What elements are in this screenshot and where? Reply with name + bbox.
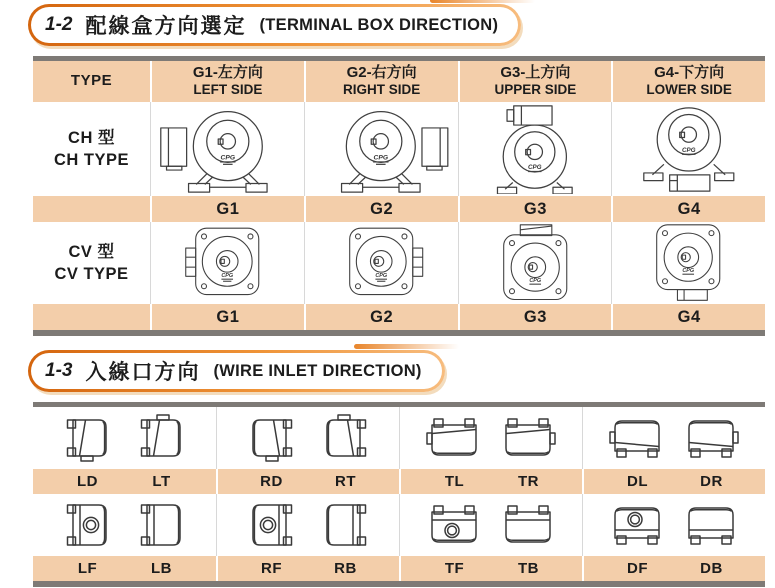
column-header-en: LEFT SIDE — [193, 82, 263, 98]
section-title-wire-inlet — [28, 350, 445, 392]
wire-inlet-icon-dl — [608, 412, 666, 464]
motor-cell-cv-g4 — [611, 222, 765, 304]
section-title-inner — [31, 353, 442, 389]
wire-inlet-label-lt: LT — [152, 473, 171, 490]
motor-cell-cv-g1 — [150, 222, 304, 304]
wire-inlet-label-dl: DL — [627, 473, 648, 490]
column-header-g4 — [611, 61, 765, 102]
wire-inlet-icon-row — [33, 407, 765, 469]
svg-text:CPG: CPG — [373, 154, 389, 162]
wire-inlet-label-rf: RF — [261, 560, 282, 577]
wire-inlet-label-lb: LB — [151, 560, 172, 577]
motor-row-cv — [33, 222, 765, 304]
column-header-en: UPPER SIDE — [494, 82, 577, 98]
wire-inlet-group — [216, 407, 399, 469]
motor-type-label-ch — [33, 102, 150, 196]
column-header-cjk: G1-左方向 — [192, 63, 263, 81]
terminal-table-header — [33, 61, 765, 102]
section-number: 1-2 — [45, 14, 73, 35]
wire-inlet-icon-lf — [59, 499, 117, 551]
wire-inlet-group — [582, 494, 765, 556]
wire-inlet-label-ld: LD — [77, 473, 98, 490]
position-label-cv-g4: G4 — [611, 304, 765, 330]
terminal-box-table — [33, 56, 765, 336]
wire-inlet-icon-ld — [59, 412, 117, 464]
wire-inlet-label-rd: RD — [260, 473, 283, 490]
type-en: CV TYPE — [54, 265, 129, 283]
column-header-en: RIGHT SIDE — [342, 82, 421, 98]
column-header-cjk: G2-右方向 — [346, 63, 417, 81]
type-column-header: TYPE — [33, 61, 150, 102]
position-strip-cv — [33, 304, 765, 330]
wire-inlet-table — [33, 402, 765, 587]
svg-text:CPG: CPG — [681, 146, 696, 154]
wire-inlet-label-group — [582, 469, 765, 494]
motor-cell-ch-g3 — [458, 102, 612, 196]
wire-inlet-label-tb: TB — [518, 560, 539, 577]
position-label-cv-g3: G3 — [458, 304, 612, 330]
wire-inlet-label-lf: LF — [77, 560, 98, 577]
motor-cell-cv-g3 — [458, 222, 612, 304]
wire-inlet-label-tf: TF — [444, 560, 465, 577]
motor-diagram-flange-box-bottom — [626, 224, 750, 302]
position-label-ch-g1: G1 — [150, 196, 304, 222]
column-header-en: LOWER SIDE — [646, 82, 732, 98]
motor-diagram-round-box-top — [463, 104, 607, 194]
wire-inlet-label-group — [399, 469, 582, 494]
svg-text:CPG: CPG — [221, 273, 234, 280]
motor-cell-ch-g1 — [150, 102, 304, 196]
wire-inlet-icon-tb — [499, 499, 557, 551]
wire-inlet-label-row — [33, 556, 765, 581]
motor-cell-ch-g2 — [304, 102, 458, 196]
wire-inlet-label-group — [33, 469, 216, 494]
motor-row-ch — [33, 102, 765, 196]
wire-inlet-icon-rt — [316, 412, 374, 464]
wire-inlet-label-df: DF — [627, 560, 648, 577]
wire-inlet-label-group — [582, 556, 765, 581]
svg-text:CPG: CPG — [529, 278, 541, 285]
column-header-g1 — [150, 61, 304, 102]
motor-type-label-cv — [33, 222, 150, 304]
position-label-cv-g1: G1 — [150, 304, 304, 330]
type-cjk: CH 型 — [68, 128, 115, 147]
wire-inlet-label-tr: TR — [518, 473, 539, 490]
wire-inlet-label-group — [216, 469, 399, 494]
wire-inlet-icon-dr — [682, 412, 740, 464]
wire-inlet-group — [399, 494, 582, 556]
wire-inlet-group — [216, 494, 399, 556]
position-label-ch-g4: G4 — [611, 196, 765, 222]
wire-inlet-label-rb: RB — [334, 560, 357, 577]
wire-inlet-icon-lb — [133, 499, 191, 551]
motor-cell-cv-g2 — [304, 222, 458, 304]
section-title-en: (TERMINAL BOX DIRECTION) — [259, 15, 499, 34]
position-label-ch-g2: G2 — [304, 196, 458, 222]
motor-cell-ch-g4 — [611, 102, 765, 196]
wire-inlet-table-body — [33, 407, 765, 581]
position-strip-ch — [33, 196, 765, 222]
motor-diagram-round-box-right — [309, 104, 453, 194]
wire-inlet-label-dr: DR — [700, 473, 723, 490]
motor-diagram-flange-box-left — [165, 224, 289, 302]
wire-inlet-icon-rb — [316, 499, 374, 551]
wire-inlet-icon-tl — [425, 412, 483, 464]
column-header-cjk: G4-下方向 — [654, 63, 725, 81]
position-label-ch-g3: G3 — [458, 196, 612, 222]
wire-inlet-icon-df — [608, 499, 666, 551]
wire-inlet-label-group — [399, 556, 582, 581]
wire-inlet-group — [399, 407, 582, 469]
divider-bar-bottom — [33, 330, 765, 336]
column-header-g2 — [304, 61, 458, 102]
wire-inlet-label-group — [216, 556, 399, 581]
divider-bar-bottom — [33, 581, 765, 587]
wire-inlet-label-group — [33, 556, 216, 581]
wire-inlet-icon-lt — [133, 412, 191, 464]
wire-inlet-label-db: DB — [700, 560, 723, 577]
section-title-terminal-box — [28, 4, 521, 46]
section-title-cjk: 入線口方向 — [85, 361, 201, 384]
type-cjk: CV 型 — [68, 242, 115, 261]
wire-inlet-icon-tf — [425, 499, 483, 551]
svg-text:CPG: CPG — [528, 164, 542, 172]
motor-diagram-round-box-bottom — [617, 104, 761, 194]
section-title-inner — [31, 7, 518, 43]
motor-diagram-flange-box-right — [319, 224, 443, 302]
wire-inlet-label-tl: TL — [444, 473, 465, 490]
wire-inlet-icon-rf — [242, 499, 300, 551]
svg-text:CPG: CPG — [220, 154, 235, 162]
column-header-cjk: G3-上方向 — [500, 63, 571, 81]
motor-diagram-round-box-left — [156, 104, 300, 194]
wire-inlet-icon-rd — [242, 412, 300, 464]
wire-inlet-icon-row — [33, 494, 765, 556]
motor-diagram-flange-box-top — [473, 224, 597, 302]
wire-inlet-label-row — [33, 469, 765, 494]
type-en: CH TYPE — [53, 151, 129, 169]
column-header-g3 — [458, 61, 612, 102]
section-number: 1-3 — [45, 360, 73, 381]
terminal-table-body — [33, 102, 765, 330]
strip-spacer — [33, 196, 150, 222]
section-title-cjk: 配線盒方向選定 — [85, 15, 247, 38]
wire-inlet-label-rt: RT — [335, 473, 356, 490]
section-title-en: (WIRE INLET DIRECTION) — [213, 361, 422, 380]
svg-text:CPG: CPG — [682, 268, 695, 275]
wire-inlet-icon-tr — [499, 412, 557, 464]
wire-inlet-group — [582, 407, 765, 469]
strip-spacer — [33, 304, 150, 330]
wire-inlet-group — [33, 407, 216, 469]
wire-inlet-icon-db — [682, 499, 740, 551]
position-label-cv-g2: G2 — [304, 304, 458, 330]
wire-inlet-group — [33, 494, 216, 556]
svg-text:CPG: CPG — [375, 273, 387, 280]
